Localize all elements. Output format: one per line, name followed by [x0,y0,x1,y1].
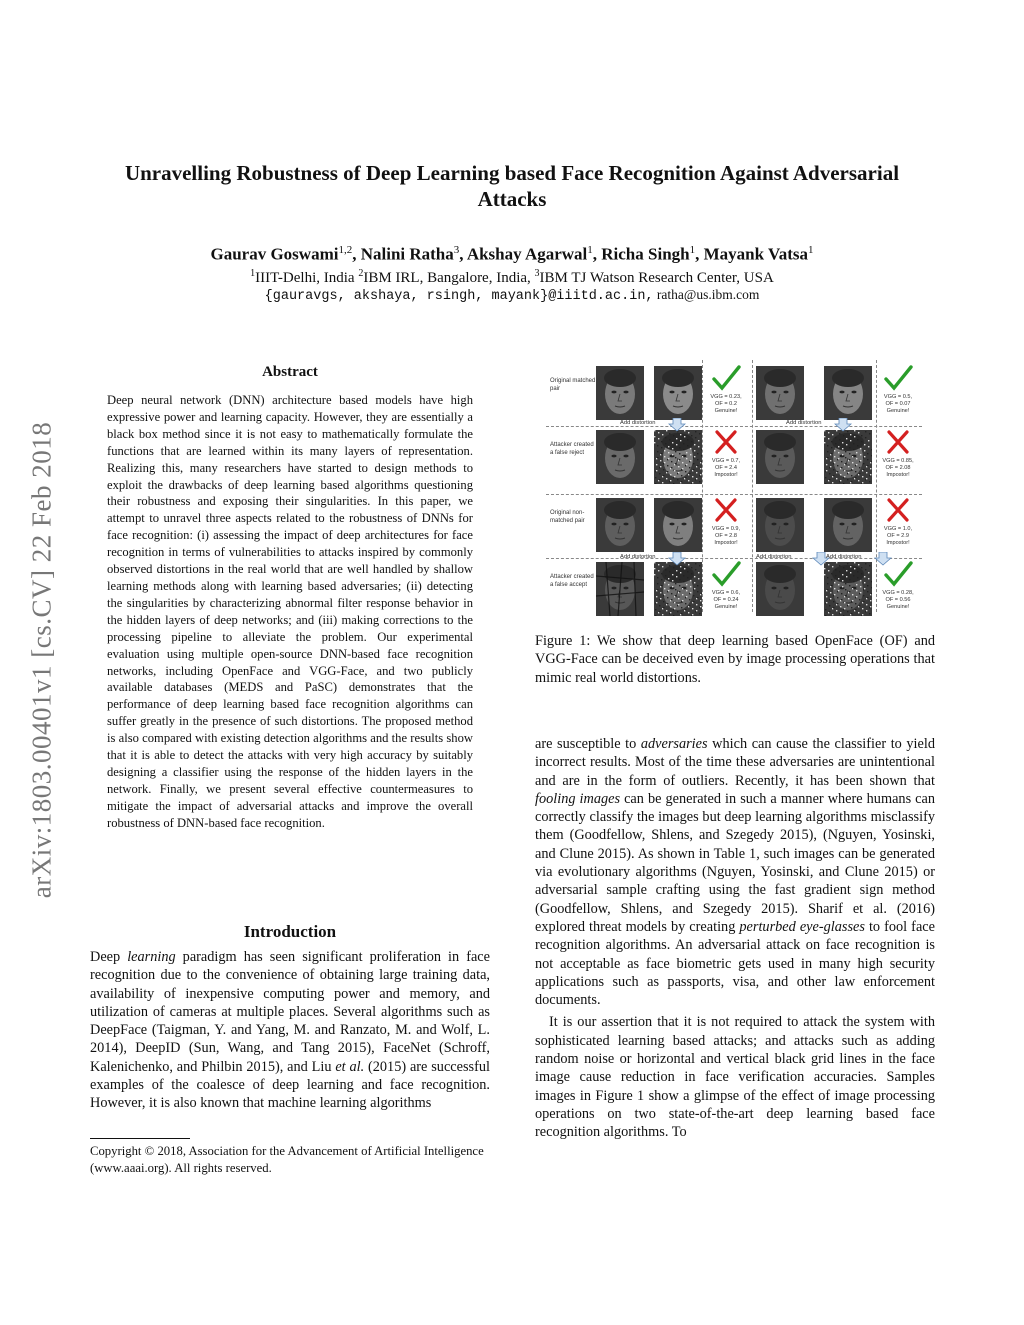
face-image [756,562,804,616]
author-name: Akshay Agarwal [466,244,588,264]
face-image [756,366,804,420]
figure-divider [546,494,922,495]
footnote-divider [90,1138,190,1139]
paragraph: It is our assertion that it is not required to attack the system with sophisticated learning based attacks; and attacks such as adding random noise or horizontal and vertical black grid lines in the face image cause reduction in face verification accuracies. Samples images in Figure 1 show a glimpse of the effect of image processing operations on two state-of-the-art deep learning based face recognition algorithms. To [535,1014,935,1141]
distortion-label: Add distortion [620,554,656,560]
author-emails: {gauravgs, akshaya, rsingh, mayank}@iiitd.ac.in, ratha@us.ibm.com [264,287,760,304]
paragraph: are susceptible to adversaries which can cause the classifier to yield incorrect results. Most of the time these adversaries are unintentional and are in the form of outliers. Recently, it has been shown that fooling images can be generated in such a manner where humans can correctly classify the images but deep learning algorithms misclassify them (Goodfellow, Shlens, and Szegedy 2015), (Nguyen, Yosinski, and Clune 2015). As shown in Table 1, such images can be generated via evolutionary algorithms (Nguyen, Yosinski, and Clune 2015) or adversarial sample crafting using the fast gradient sign method (Goodfellow, Shlens, and Szegedy 2015). Sharif et al. (2016) explored threat models by creating perturbed eye-glasses to fool face recognition algorithms. An adversarial attack on face recognition is not acceptable as face biometric gets used in many high security applications such as passports, visa, and other law enforcement documents. [535,736,935,1009]
face-image [824,498,872,552]
face-image [756,430,804,484]
face-image [654,366,702,420]
check-icon [710,364,742,392]
face-image [824,562,872,616]
paper-title: Unravelling Robustness of Deep Learning based Face Recognition Against Adversarial Attacks [124,161,900,211]
figure-divider [546,558,922,559]
face-image [824,366,872,420]
abstract-heading: Abstract [262,364,318,380]
face-image [654,562,702,616]
cross-icon [710,496,742,524]
author-name: Richa Singh [601,244,690,264]
face-image [596,498,644,552]
figure-1 [546,360,922,614]
figure-row-label: Original matched pair [550,378,596,392]
author-name: Mayank Vatsa [703,244,808,264]
face-image [596,366,644,420]
author-name: Nalini Ratha [360,244,454,264]
cross-icon [710,428,742,456]
figure-divider [876,360,877,612]
verdict-text: VGG = 0.7, OF = 2.4 Impostor! [711,458,741,478]
distortion-label: Add distortion [620,420,656,426]
abstract-text: Deep neural network (DNN) architecture based models have high expressive power and learning capacity. However, they are essentially a black box method since it is not easy to mathematically formulate the functions that are learned within its many layers of representation. Realizing this, many researchers have started to design methods to exploit the drawbacks of deep learning based algorithms questioning their robustness and exposing their singularities. In this paper, we attempt to unravel three aspects related to the robustness of DNNs for face recognition: (i) assessing the impact of deep architectures for face recognition in terms of vulnerabilities to attacks inspired by commonly observed distortions in the real world that are well handled by shallow learning methods along with learning based adversaries; (ii) detecting the singularities by characterizing abnormal filter response behavior in the hidden layers of deep networks; and (iii) making corrections to the processing pipeline to alleviate the problem. Our experimental evaluation using multiple open-source DNN-based face recognition networks, including OpenFace and VGG-Face, and two publicly available databases (MEDS and PaSC) demonstrates that the performance of deep learning based face recognition algorithms can suffer greatly in the presence of such distortions. The proposed method is also compared with existing detection algorithms and the results show that it is able to detect the attacks with very high accuracy by suitably designing a classifier using the response of the hidden layers in the network. Finally, we present several effective countermeasures to mitigate the impact of adversarial attacks and improve the overall robustness of DNN-based face recognition. [107,393,473,830]
copyright-footnote: Copyright © 2018, Association for the Advancement of Artificial Intelligence (www.aaai.org). All rights reserved. [90,1144,484,1175]
introduction-text: Deep learning paradigm has seen significant proliferation in face recognition due to the convenience of obtaining large training data, availability of inexpensive computing power and memory, and utilization of cameras at multiple places. Several algorithms such as DeepFace (Taigman, Y. and Yang, M. and Ranzato, M. and Wolf, L. 2014), DeepID (Sun, Wang, and Tang 2015), FaceNet (Schroff, Kalenichenko, and Philbin 2015), and Liu et al. (2015) are successful examples of the coalesce of deep learning and face recognition. However, it is also known that machine learning algorithms [90,949,490,1112]
verdict-text: VGG = 0.23, OF = 0.2 Genuine! [710,394,742,414]
author-name: Gaurav Goswami [210,244,339,264]
arxiv-sidebar: arXiv:1803.00401v1 [cs.CV] 22 Feb 2018 [26,421,57,899]
face-image [654,498,702,552]
down-arrow-icon [834,418,852,432]
distortion-label: Add distortion [756,554,792,560]
cross-icon [882,496,914,524]
verdict-text: VGG = 0.28, OF = 0.56 Genuine! [882,590,914,610]
down-arrow-icon [874,552,892,566]
check-icon [882,364,914,392]
cross-icon [882,428,914,456]
verdict-text: VGG = 1.0, OF = 2.9 Impostor! [883,526,913,546]
verdict-text: VGG = 0.9, OF = 2.8 Impostor! [711,526,741,546]
distortion-label: Add distortion [786,420,822,426]
verdict-text: VGG = 0.85, OF = 2.08 Impostor! [882,458,914,478]
face-image [596,562,644,616]
figure-row-label: Original non-matched pair [550,510,585,524]
verdict-text: VGG = 0.5, OF = 0.07 Genuine! [883,394,913,414]
verdict-text: VGG = 0.6, OF = 0.24 Genuine! [711,590,741,610]
face-image [756,498,804,552]
distortion-label: Add distortion [826,554,862,560]
figure-row-label: Attacker created a false accept [550,574,594,588]
introduction-heading: Introduction [243,922,337,941]
figure-divider [702,360,703,612]
author-list: Gaurav Goswami$^{1,2}$, Nalini Ratha$^3$, Akshay Agarwal$^1$, Richa Singh$^1$, Mayank Vatsa$^1$ [210,244,814,264]
figure-row-label: Attacker created a false reject [550,442,594,456]
figure-caption: Figure 1: We show that deep learning based OpenFace (OF) and VGG-Face can be deceived even by image processing operations that mimic real world distortions. [535,633,935,686]
body-text-column-2 [535,735,935,1142]
face-image [596,430,644,484]
figure-divider [546,426,922,427]
face-image [654,430,702,484]
affiliations: $^1$IIIT-Delhi, India $^2$IBM IRL, Bangalore, India, $^3$IBM TJ Watson Research Center, USA [250,268,774,286]
face-image [824,430,872,484]
check-icon [710,560,742,588]
down-arrow-icon [668,418,686,432]
down-arrow-icon [668,552,686,566]
figure-divider [752,360,753,612]
